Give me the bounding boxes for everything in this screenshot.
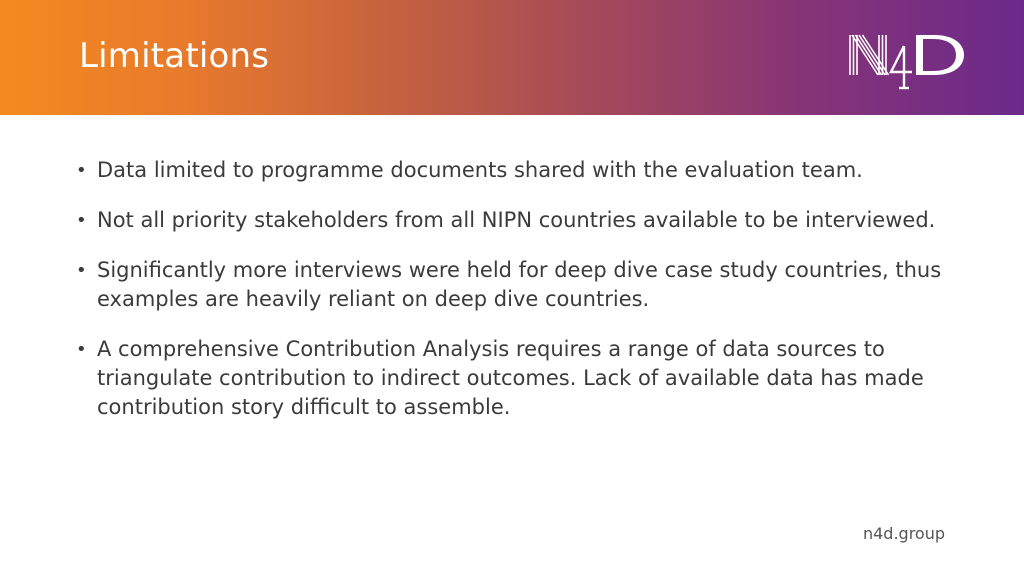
- bullet-dot-icon: •: [76, 160, 87, 181]
- n4d-logo-mark: [846, 30, 968, 90]
- bullet-text: Significantly more interviews were held for deep dive case study countries, thus examples are heavily reliant on deep dive countries.: [97, 258, 942, 311]
- footer-url: n4d.group: [862, 524, 945, 543]
- n4d-logo: [846, 30, 968, 90]
- bullet-dot-icon: •: [76, 339, 87, 360]
- bullet-dot-icon: •: [76, 210, 87, 231]
- bullet-text: A comprehensive Contribution Analysis requires a range of data sources to triangulate contribution to indirect outcomes. Lack of available data has made contribution story difficult to assemble.: [97, 337, 924, 419]
- slide-title: Limitations: [79, 36, 270, 76]
- bullet-item: [76, 256, 956, 314]
- bullet-list: [76, 156, 956, 443]
- bullet-item: [76, 335, 956, 422]
- bullet-item: [76, 206, 956, 235]
- bullet-text: Not all priority stakeholders from all NIPN countries available to be interviewed.: [97, 208, 936, 232]
- bullet-text: Data limited to programme documents shared with the evaluation team.: [97, 158, 863, 182]
- bullet-item: [76, 156, 956, 185]
- bullet-dot-icon: •: [76, 260, 87, 281]
